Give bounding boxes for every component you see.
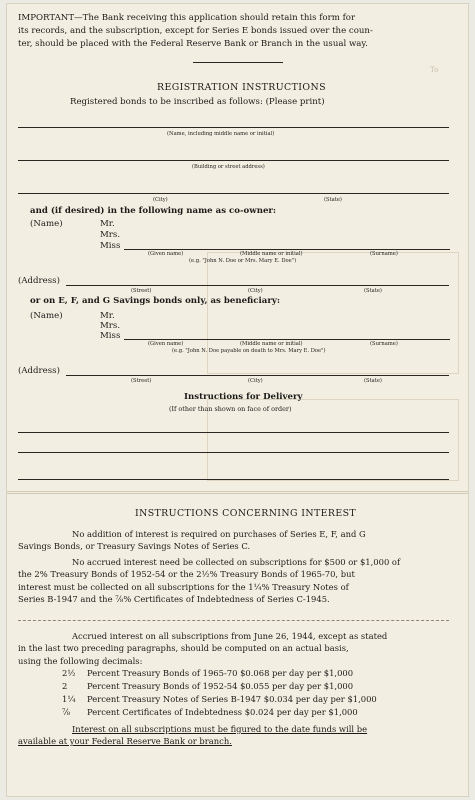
- surname-caption: (Surname): [370, 341, 398, 347]
- fold-line: [7, 491, 468, 492]
- show-through-text: To: [430, 66, 439, 74]
- coowner-name-label: (Name): [30, 219, 63, 229]
- decimal-description: Percent Treasury Notes of Series B-1947 $0.034 per day per $1,000: [87, 694, 377, 704]
- delivery-field-line[interactable]: [18, 479, 449, 480]
- delivery-field-line[interactable]: [18, 432, 449, 433]
- given-name-caption: (Given name): [148, 251, 184, 257]
- street-caption: (Street): [131, 378, 152, 384]
- delivery-subheading: (If other than shown on face of order): [169, 405, 292, 413]
- beneficiary-address-field-line[interactable]: [66, 375, 449, 376]
- city-caption: (City): [153, 197, 168, 203]
- final-note: [18, 723, 367, 748]
- paragraph-line: using the following decimals:: [18, 655, 143, 666]
- important-notice-line: IMPORTANT—The Bank receiving this application should retain this form for: [18, 13, 356, 23]
- paragraph-line: interest must be collected on all subscriptions for the 1¼% Treasury Notes of: [18, 581, 349, 592]
- city-state-field-line[interactable]: [18, 193, 449, 194]
- important-notice-line: ter, should be placed with the Federal Reserve Bank or Branch in the usual way.: [18, 39, 368, 49]
- state-caption: (State): [364, 378, 382, 384]
- paragraph-line: No accrued interest need be collected on subscriptions for $500 or $1,000 of: [72, 557, 401, 567]
- decimal-description: Percent Treasury Bonds of 1952-54 $0.055 per day per $1,000: [87, 681, 354, 691]
- address-caption: (Building or street address): [192, 164, 265, 170]
- coowner-example: (e.g. "John N. Doe or Mrs. Mary E. Doe"): [189, 258, 297, 264]
- registration-heading: REGISTRATION INSTRUCTIONS: [157, 82, 326, 93]
- decimal-rate: 2½: [62, 668, 76, 678]
- address-label: (Address): [18, 366, 60, 376]
- decimal-rate: ⅞: [62, 707, 71, 717]
- middle-name-caption: (Middle name or initial): [240, 251, 303, 257]
- name-caption: (Name, including middle name or initial): [167, 131, 275, 137]
- delivery-heading: Instructions for Delivery: [184, 392, 303, 402]
- beneficiary-name-label: (Name): [30, 311, 63, 321]
- state-caption: (State): [324, 197, 342, 203]
- application-form-back: [7, 4, 468, 796]
- paragraph-line: the 2% Treasury Bonds of 1952-54 or the 2½% Treasury Bonds of 1965-70, but: [18, 569, 355, 580]
- decimal-description: Percent Certificates of Indebtedness $0.024 per day per $1,000: [87, 707, 358, 717]
- paragraph-line: Accrued interest on all subscriptions from June 26, 1944, except as stated: [72, 631, 388, 641]
- important-notice-line: its records, and the subscription, except for Series E bonds issued over the coun-: [18, 26, 373, 36]
- paragraph-line: available at your Federal Reserve Bank or branch.: [18, 736, 232, 747]
- beneficiary-example: (e.g. "John N. Doe payable on death to Mrs. Mary E. Doe"): [172, 348, 326, 354]
- beneficiary-label: or on E, F, and G Savings bonds only, as beneficiary:: [30, 296, 281, 306]
- title-mr: Mr.: [100, 311, 115, 321]
- title-miss: Miss: [100, 241, 121, 251]
- name-field-line[interactable]: [18, 127, 449, 128]
- street-caption: (Street): [131, 288, 152, 294]
- perforation-line: [18, 620, 449, 621]
- decimal-description: Percent Treasury Bonds of 1965-70 $0.068 per day per $1,000: [87, 668, 354, 678]
- coowner-name-field-line[interactable]: [124, 249, 450, 250]
- city-caption: (City): [248, 378, 263, 384]
- title-mr: Mr.: [100, 219, 115, 229]
- title-miss: Miss: [100, 331, 121, 341]
- address-label: (Address): [18, 276, 60, 286]
- city-caption: (City): [248, 288, 263, 294]
- middle-name-caption: (Middle name or initial): [240, 341, 303, 347]
- interest-paragraph-1: [18, 528, 366, 553]
- title-mrs: Mrs.: [100, 230, 121, 240]
- interest-heading: INSTRUCTIONS CONCERNING INTEREST: [135, 508, 357, 519]
- surname-caption: (Surname): [370, 251, 398, 257]
- decimal-rate: 2: [62, 681, 68, 691]
- paragraph-line: Savings Bonds, or Treasury Savings Notes of Series C.: [18, 541, 251, 552]
- registration-intro: Registered bonds to be inscribed as follows: (Please print): [70, 97, 325, 107]
- paragraph-line: in the last two preceding paragraphs, should be computed on an actual basis,: [18, 643, 349, 654]
- interest-paragraph-3: [18, 630, 387, 667]
- title-mrs: Mrs.: [100, 321, 121, 331]
- state-caption: (State): [364, 288, 382, 294]
- decimal-rate: 1¼: [62, 694, 76, 704]
- delivery-field-line[interactable]: [18, 452, 449, 453]
- fold-line: [7, 493, 468, 494]
- paragraph-line: No addition of interest is required on purchases of Series E, F, and G: [72, 529, 366, 539]
- interest-paragraph-2: [18, 556, 400, 605]
- given-name-caption: (Given name): [148, 341, 184, 347]
- coowner-label: and (if desired) in the following name as co-owner:: [30, 206, 277, 216]
- paragraph-line: Series B-1947 and the ⅞% Certificates of Indebtedness of Series C-1945.: [18, 593, 330, 604]
- show-through-box: [207, 252, 459, 374]
- beneficiary-name-field-line[interactable]: [124, 339, 450, 340]
- separator-rule: [193, 62, 283, 63]
- coowner-address-field-line[interactable]: [66, 285, 449, 286]
- address-field-line[interactable]: [18, 160, 449, 161]
- paragraph-line: Interest on all subscriptions must be figured to the date funds will be: [72, 724, 368, 734]
